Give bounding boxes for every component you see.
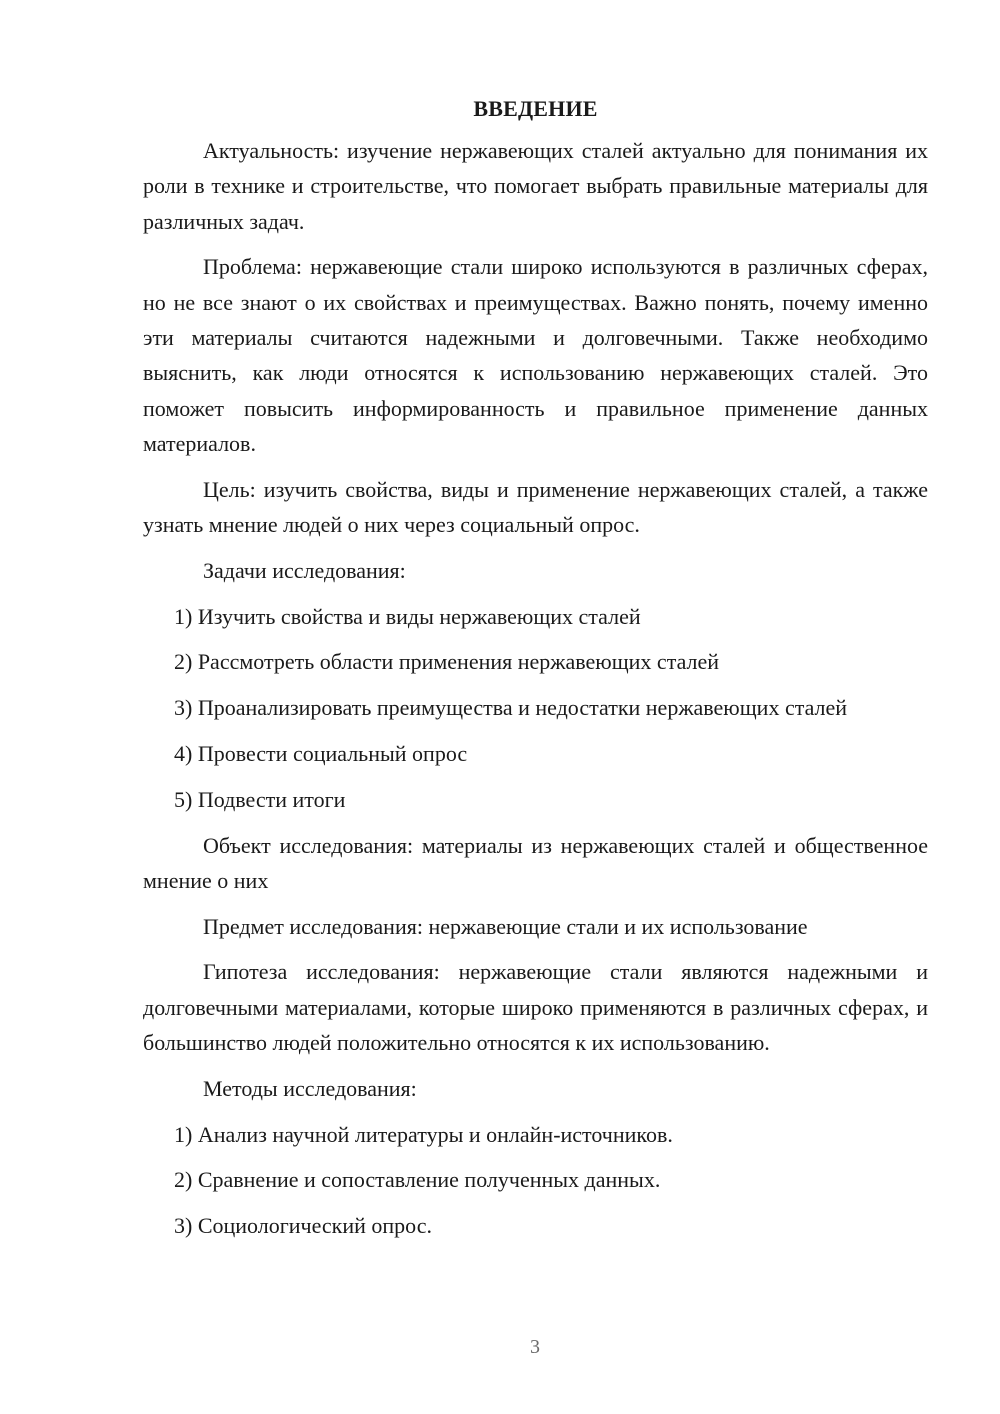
task-item-5: 5) Подвести итоги [174,786,346,812]
problem-paragraph: Проблема: нержавеющие стали широко используются в различных сферах, но не все знают о их свойствах и преимуществах. Важно понять, почему именно эти материалы считаются надежными и долговечными. Также необходимо выяснить, как люди относятся к использованию нержавеющих сталей. Это поможет повысить информированность и правильное применение данных материалов. [143,254,928,456]
page-number: 3 [530,1336,540,1358]
subject-paragraph: Предмет исследования: нержавеющие стали и их использование [203,913,808,939]
task-item-1: 1) Изучить свойства и виды нержавеющих сталей [174,603,641,629]
document-page [143,92,928,1254]
tasks-heading: Задачи исследования: [203,557,406,583]
method-item-2: 2) Сравнение и сопоставление полученных данных. [174,1167,661,1193]
task-item-4: 4) Провести социальный опрос [174,740,468,766]
task-item-2: 2) Рассмотреть области применения нержавеющих сталей [174,649,720,675]
goal-paragraph: Цель: изучить свойства, виды и применение нержавеющих сталей, а также узнать мнение людей о них через социальный опрос. [143,476,928,537]
method-item-3: 3) Социологический опрос. [174,1213,432,1239]
section-title: ВВЕДЕНИЕ [473,96,598,121]
relevance-paragraph: Актуальность: изучение нержавеющих сталей актуально для понимания их роли в технике и строительстве, что помогает выбрать правильные материалы для различных задач. [143,138,928,234]
methods-heading: Методы исследования: [203,1075,417,1101]
object-paragraph: Объект исследования: материалы из нержавеющих сталей и общественное мнение о них [143,832,928,893]
hypothesis-paragraph: Гипотеза исследования: нержавеющие стали являются надежными и долговечными материалами, которые широко применяются в различных сферах, и большинство людей положительно относятся к их использованию. [143,959,928,1056]
task-item-3: 3) Проанализировать преимущества и недостатки нержавеющих сталей [174,695,848,721]
method-item-1: 1) Анализ научной литературы и онлайн-источников. [174,1121,673,1147]
